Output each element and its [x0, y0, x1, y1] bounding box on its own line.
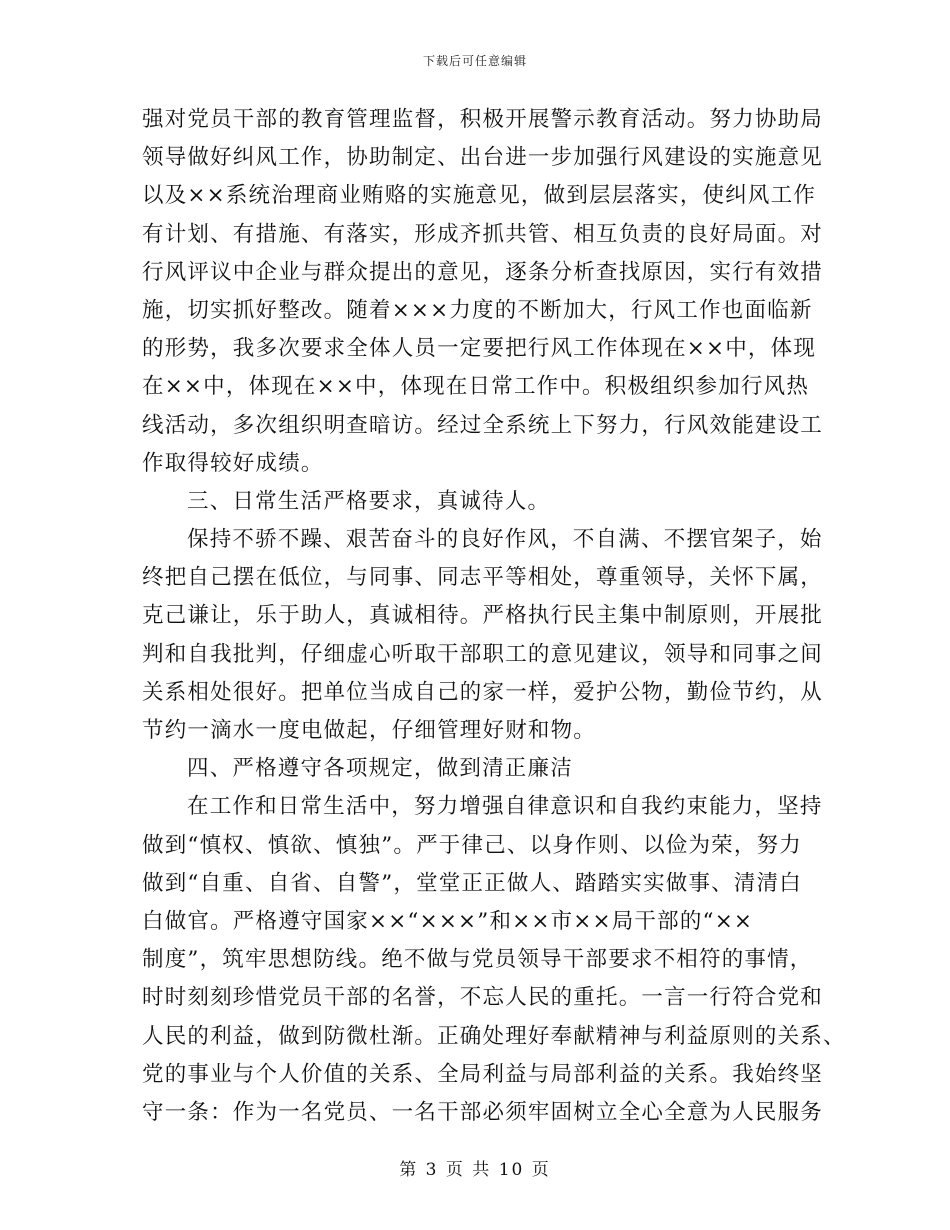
text-line: 白做官。严格遵守国家××“×××”和××市××局干部的“××	[142, 908, 754, 934]
paragraph-start-line: 在工作和日常生活中，努力增强自律意识和自我约束能力，坚持	[187, 794, 823, 820]
text-line: 作取得较好成绩。	[142, 450, 324, 476]
text-line: 人民的利益，做到防微杜渐。正确处理好奉献精神与利益原则的关系、	[142, 1023, 846, 1049]
text-line: 领导做好纠风工作，协助制定、出台进一步加强行风建设的实施意见	[142, 145, 824, 171]
text-line: 时时刻刻珍惜党员干部的名誉，不忘人民的重托。一言一行符合党和	[142, 985, 824, 1011]
section-heading: 三、日常生活严格要求，真诚待人。	[187, 488, 551, 514]
text-line: 在××中，体现在××中，体现在日常工作中。积极组织参加行风热	[142, 374, 810, 400]
body-text	[142, 101, 846, 1132]
text-line: 判和自我批判，仔细虚心听取干部职工的意见建议，领导和同事之间	[142, 641, 824, 667]
text-line: 行风评议中企业与群众提出的意见，逐条分析查找原因，实行有效措	[142, 259, 824, 285]
text-line: 线活动，多次组织明查暗访。经过全系统上下努力，行风效能建设工	[142, 412, 824, 438]
text-line: 有计划、有措施、有落实，形成齐抓共管、相互负责的良好局面。对	[142, 221, 824, 247]
text-line: 做到“自重、自省、自警”，堂堂正正做人、踏踏实实做事、清清白	[142, 870, 802, 896]
section-heading: 四、严格遵守各项规定，做到清正廉洁	[187, 756, 573, 782]
text-line: 节约一滴水一度电做起，仔细管理好财和物。	[142, 718, 597, 743]
paragraph-start-line: 保持不骄不躁、艰苦奋斗的良好作风，不自满、不摆官架子，始	[187, 527, 823, 553]
header-note: 下载后可任意编辑	[422, 54, 527, 68]
text-line: 的形势，我多次要求全体人员一定要把行风工作体现在××中，体现	[142, 336, 817, 362]
page-number: 第 3 页 共 10 页	[399, 1160, 551, 1180]
text-line: 以及××系统治理商业贿赂的实施意见，做到层层落实，使纠风工作	[142, 183, 817, 209]
text-line: 强对党员干部的教育管理监督，积极开展警示教育活动。努力协助局	[142, 107, 824, 132]
text-line: 守一条：作为一名党员、一名干部必须牢固树立全心全意为人民服务	[142, 1099, 824, 1125]
text-line: 制度”，筑牢思想防线。绝不做与党员领导干部要求不相符的事情，	[142, 947, 813, 973]
text-line: 党的事业与个人价值的关系、全局利益与局部利益的关系。我始终坚	[142, 1061, 824, 1087]
text-line: 克己谦让，乐于助人，真诚相待。严格执行民主集中制原则，开展批	[142, 603, 824, 629]
text-line: 终把自己摆在低位，与同事、同志平等相处，尊重领导，关怀下属，	[142, 565, 824, 591]
text-line: 施，切实抓好整改。随着×××力度的不断加大，行风工作也面临新	[142, 297, 813, 323]
text-line: 做到“慎权、慎欲、慎独”。严于律己、以身作则、以俭为荣，努力	[142, 832, 802, 858]
text-line: 关系相处很好。把单位当成自己的家一样，爱护公物，勤俭节约，从	[142, 679, 824, 705]
